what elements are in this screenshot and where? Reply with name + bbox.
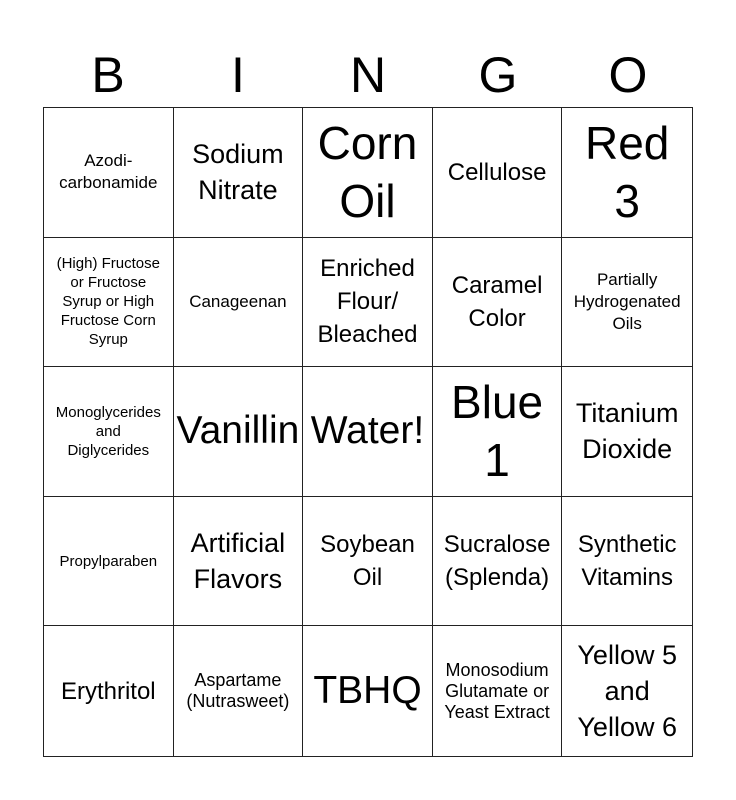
bingo-cell[interactable] xyxy=(433,497,563,627)
cell-text: Sodium Nitrate xyxy=(192,139,284,206)
bingo-cell[interactable] xyxy=(44,238,174,368)
bingo-cell[interactable] xyxy=(44,497,174,627)
bingo-cell[interactable] xyxy=(433,626,563,756)
bingo-header xyxy=(43,44,693,106)
bingo-cell[interactable] xyxy=(303,108,433,238)
bingo-cell[interactable] xyxy=(562,626,692,756)
cell-text: Azodi- carbonamide xyxy=(59,151,158,193)
cell-text: Cellulose xyxy=(447,158,547,186)
bingo-cell[interactable] xyxy=(44,367,174,497)
cell-text: Soybean Oil xyxy=(320,531,415,592)
cell-text: Caramel Color xyxy=(451,271,543,332)
bingo-cell[interactable] xyxy=(562,367,692,497)
cell-text: Corn Oil xyxy=(317,117,418,228)
bingo-cell[interactable] xyxy=(174,238,304,368)
cell-text: Enriched Flour/ Bleached xyxy=(317,255,418,349)
header-letter-g: G xyxy=(478,47,518,103)
bingo-cell[interactable] xyxy=(303,497,433,627)
bingo-cell[interactable] xyxy=(433,108,563,238)
bingo-cell[interactable] xyxy=(174,626,304,756)
cell-text: Synthetic Vitamins xyxy=(577,531,677,592)
header-letter-n: N xyxy=(349,47,387,103)
cell-text: Erythritol xyxy=(60,677,156,705)
cell-text: Monosodium Glutamate or Yeast Extract xyxy=(444,659,550,722)
header-letter-b: B xyxy=(91,47,125,103)
bingo-cell[interactable] xyxy=(303,238,433,368)
bingo-cell[interactable] xyxy=(174,367,304,497)
cell-text: Artificial Flavors xyxy=(190,528,286,595)
cell-text: TBHQ xyxy=(313,669,422,713)
bingo-card xyxy=(43,107,693,757)
cell-text: Blue 1 xyxy=(451,376,544,487)
bingo-cell[interactable] xyxy=(44,108,174,238)
bingo-cell[interactable] xyxy=(44,626,174,756)
bingo-cell[interactable] xyxy=(562,497,692,627)
cell-text: Aspartame (Nutrasweet) xyxy=(186,670,290,712)
bingo-cell[interactable] xyxy=(303,626,433,756)
bingo-cell[interactable] xyxy=(562,108,692,238)
cell-text: Monoglycerides and Diglycerides xyxy=(55,403,161,459)
bingo-cell[interactable] xyxy=(562,238,692,368)
cell-text: Titanium Dioxide xyxy=(575,398,679,465)
cell-text: Partially Hydrogenated Oils xyxy=(573,269,681,333)
bingo-cell[interactable] xyxy=(174,497,304,627)
bingo-cell[interactable] xyxy=(174,108,304,238)
bingo-cell[interactable] xyxy=(303,367,433,497)
header-letter-i: I xyxy=(231,47,245,103)
cell-text: Water! xyxy=(310,409,425,453)
cell-text: Yellow 5 and Yellow 6 xyxy=(577,640,677,743)
bingo-cell[interactable] xyxy=(433,367,563,497)
bingo-cell[interactable] xyxy=(433,238,563,368)
cell-text: Vanillin xyxy=(176,409,300,453)
cell-text: (High) Fructose or Fructose Syrup or High Fructose Corn Syrup xyxy=(56,255,160,349)
cell-text: Red 3 xyxy=(585,117,670,228)
cell-text: Canageenan xyxy=(189,291,287,311)
header-letter-o: O xyxy=(608,47,648,103)
cell-text: Sucralose (Splenda) xyxy=(443,531,551,592)
cell-text: Propylparaben xyxy=(59,552,158,570)
